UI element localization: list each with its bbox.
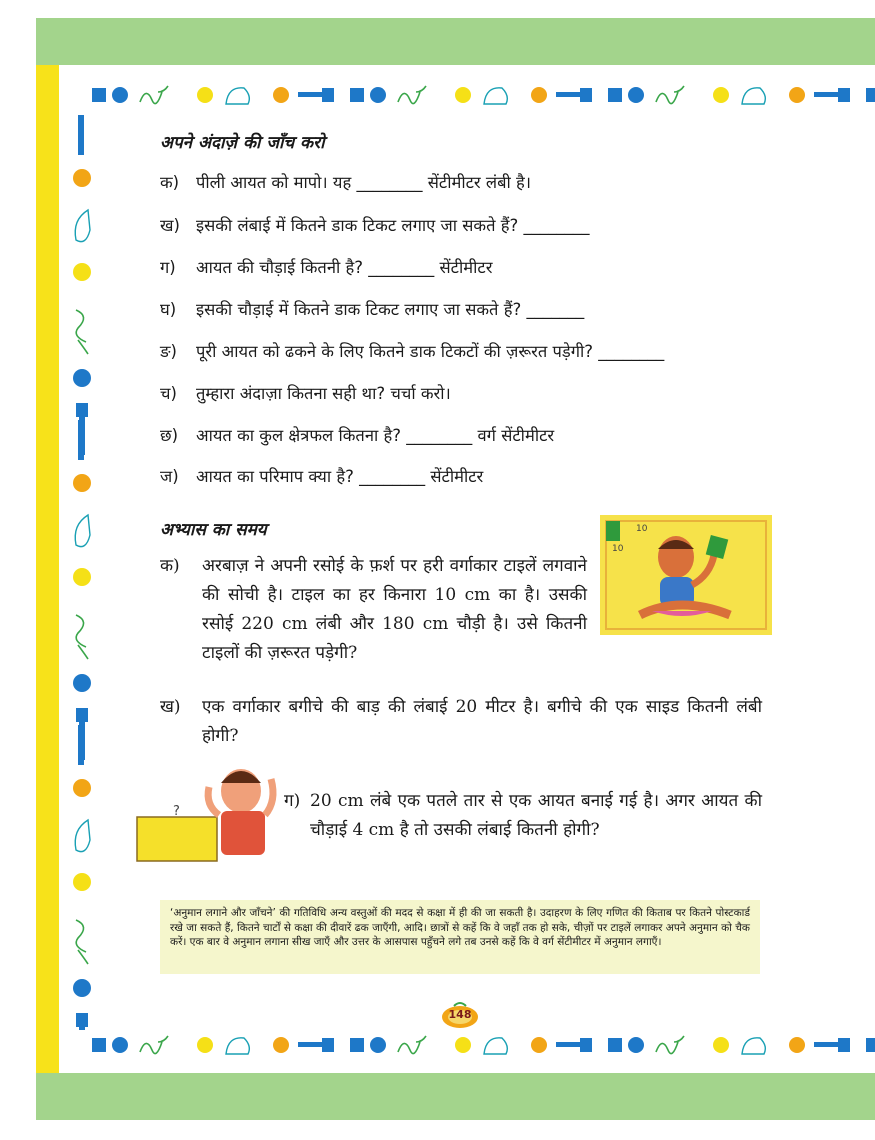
question-row-ga: [160, 255, 492, 278]
question-text: पीली आयत को मापो। यह ________ सेंटीमीटर लंबी है।: [196, 173, 532, 192]
question-row-cha: [160, 381, 451, 404]
page-number-badge: [440, 1000, 480, 1030]
question-label: घ): [160, 300, 177, 319]
question-label: ख): [160, 216, 180, 235]
question-row-nga: [160, 339, 664, 362]
question-row-ja: [160, 464, 483, 487]
question-text: अरबाज़ ने अपनी रसोई के फ़र्श पर हरी वर्गाकार टाइलें लगवाने की सोची है। टाइल का हर किनारा 10 cm का है। उसकी रसोई 220 cm लंबी और 180 cm चौड़ी है। उसे कितनी टाइलों की ज़रूरत पड़ेगी?: [202, 556, 587, 663]
boy-with-tile-illustration: [600, 515, 772, 635]
question-text: आयत की चौड़ाई कितनी है? ________ सेंटीमीटर: [196, 258, 493, 277]
question-label: ख): [160, 697, 181, 717]
question-text: तुम्हारा अंदाज़ा कितना सही था? चर्चा करो।: [196, 384, 451, 403]
question-label: क): [160, 173, 180, 192]
practice-question-ka: [160, 552, 587, 668]
question-label: च): [160, 384, 177, 403]
question-row-gha: [160, 297, 584, 320]
section-heading-check-estimate: अपने अंदाज़े की जाँच करो: [160, 133, 325, 153]
question-text: 20 cm लंबे एक पतले तार से एक आयत बनाई गई है। अगर आयत की चौड़ाई 4 cm है तो उसकी लंबाई कितनी होगी?: [310, 791, 762, 840]
practice-question-kha: [160, 693, 762, 751]
teacher-note-box: ‘अनुमान लगाने और जाँचने’ की गतिविधि अन्य वस्तुओं की मदद से कक्षा में ही की जा सकती है। उदाहरण के लिए गणित की किताब पर कितने पोस्टकार्ड रखे जा सकते हैं, कितने चार्टों से कक्षा की दीवारें ढक जाएँगी, आदि। छात्रों से कहें कि वे जहाँ तक हो सके, चीज़ों पर टाइलें लगाकर अपने अनुमान को चैक करें। एक बार वे अनुमान लगाना सीख जाएँ और उत्तर के आसपास पहुँचने लगे तब उनसे कहें कि वे वर्ग सेंटीमीटर में अनुमान लगाएँ।: [160, 900, 760, 974]
question-label: छ): [160, 426, 179, 445]
question-label: ज): [160, 467, 179, 486]
question-row-chha: [160, 423, 554, 446]
tile-label-top: 10: [636, 524, 648, 534]
question-text: पूरी आयत को ढकने के लिए कितने डाक टिकटों की ज़रूरत पड़ेगी? ________: [196, 342, 665, 361]
question-row-kha: [160, 213, 590, 236]
question-label: ग): [160, 258, 176, 277]
question-text: इसकी चौड़ाई में कितने डाक टिकट लगाए जा सकते हैं? _______: [196, 300, 585, 319]
question-label: क): [160, 556, 180, 576]
tile-label-side: 10: [612, 544, 624, 554]
question-text: आयत का कुल क्षेत्रफल कितना है? ________ वर्ग सेंटीमीटर: [196, 426, 555, 445]
practice-question-ga: [284, 787, 762, 845]
question-text: एक वर्गाकार बगीचे की बाड़ की लंबाई 20 मीटर है। बगीचे की एक साइड कितनी लंबी होगी?: [202, 697, 762, 746]
section-heading-practice-time: अभ्यास का समय: [160, 520, 267, 540]
box-question-mark: ?: [173, 804, 180, 819]
question-row-ka: [160, 170, 531, 193]
page-number: 148: [448, 1008, 472, 1021]
question-label: ग): [284, 791, 301, 811]
question-text: आयत का परिमाप क्या है? ________ सेंटीमीटर: [196, 467, 484, 486]
boy-with-box-illustration: [133, 755, 283, 865]
question-text: इसकी लंबाई में कितने डाक टिकट लगाए जा सकते हैं? ________: [196, 216, 590, 235]
question-label: ङ): [160, 342, 177, 361]
